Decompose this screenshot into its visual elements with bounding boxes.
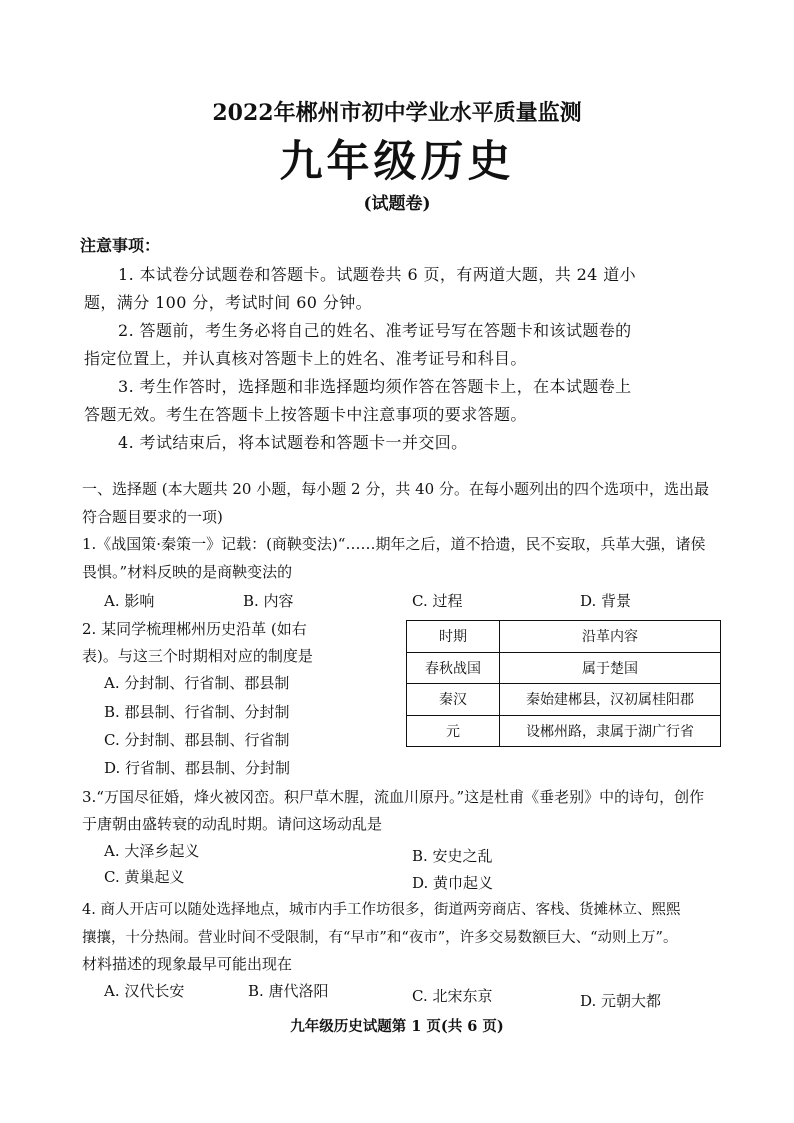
- notice-heading: 注意事项：: [80, 236, 161, 255]
- notice-line: 1. 本试卷分试题卷和答题卡。试题卷共 6 页，有两道大题，共 24 道小: [118, 265, 637, 284]
- table-header-cell: 沿革内容: [500, 621, 721, 653]
- exam-title: 2022年郴州市初中学业水平质量监测: [212, 100, 582, 126]
- table-cell: 元: [407, 715, 500, 747]
- subject-title: 九年级历史: [279, 137, 515, 187]
- question-2-option-a: A. 分封制、行省制、郡县制: [104, 674, 290, 692]
- table-row: [407, 652, 721, 684]
- paper-type: (试题卷): [363, 194, 431, 214]
- question-1-stem: 1.《战国策·秦策一》记载：(商鞅变法)“……期年之后，道不拾遗，民不妄取，兵革大强，诸侯: [82, 535, 706, 553]
- page-footer: 九年级历史试题第 1 页(共 6 页): [290, 1018, 504, 1035]
- question-3-option-b: B. 安史之乱: [412, 847, 493, 865]
- notice-line: 答题无效。考生在答题卡上按答题卡中注意事项的要求答题。: [84, 405, 527, 424]
- question-2-option-d: D. 行省制、郡县制、分封制: [104, 759, 291, 777]
- notice-line: 指定位置上，并认真核对答题卡上的姓名、准考证号和科目。: [84, 349, 527, 368]
- notice-line: 4. 考试结束后，将本试题卷和答题卡一并交回。: [118, 433, 468, 452]
- table-cell: 属于楚国: [500, 652, 721, 684]
- question-4-option-b: B. 唐代洛阳: [248, 982, 329, 1000]
- table-row: [407, 684, 721, 716]
- section-heading: 一、选择题 (本大题共 20 小题，每小题 2 分，共 40 分。在每小题列出的四个选项中，选出最: [82, 480, 709, 498]
- question-3-option-d: D. 黄巾起义: [412, 874, 494, 892]
- section-heading-cont: 符合题目要求的一项): [82, 508, 223, 526]
- table-header-row: [407, 621, 721, 653]
- table-cell: 春秋战国: [407, 652, 500, 684]
- question-4-option-c: C. 北宋东京: [412, 987, 493, 1005]
- question-2-option-b: B. 郡县制、行省制、分封制: [104, 703, 290, 721]
- question-4-stem: 4. 商人开店可以随处选择地点，城市内手工作坊很多，街道两旁商店、客栈、货摊林立、熙熙: [82, 902, 681, 918]
- question-2-stem-cont: 表)。与这三个时期相对应的制度是: [82, 647, 313, 665]
- question-3-stem: 3.“万国尽征婚，烽火被冈峦。积尸草木腥，流血川原丹。”这是杜甫《垂老别》中的诗句，创作: [82, 788, 705, 806]
- question-2-option-c: C. 分封制、郡县制、行省制: [104, 731, 290, 749]
- table-cell: 设郴州路，隶属于湖广行省: [500, 715, 721, 747]
- question-1-option-b: B. 内容: [243, 592, 294, 610]
- history-evolution-table: [406, 620, 721, 747]
- question-4-option-a: A. 汉代长安: [104, 982, 185, 1000]
- question-1-option-c: C. 过程: [412, 592, 463, 610]
- question-2-stem: 2. 某同学梳理郴州历史沿革 (如右: [82, 620, 307, 638]
- question-4-option-d: D. 元朝大都: [580, 992, 662, 1010]
- table-cell: 秦始建郴县，汉初属桂阳郡: [500, 684, 721, 716]
- question-3-stem-cont: 于唐朝由盛转衰的动乱时期。请问这场动乱是: [82, 815, 383, 833]
- question-1-stem-cont: 畏惧。”材料反映的是商鞅变法的: [82, 563, 293, 581]
- notice-line: 3. 考生作答时，选择题和非选择题均须作答在答题卡上，在本试题卷上: [118, 377, 632, 396]
- question-3-option-a: A. 大泽乡起义: [104, 842, 200, 860]
- notice-line: 题，满分 100 分，考试时间 60 分钟。: [84, 293, 373, 312]
- notice-line: 2. 答题前，考生务必将自己的姓名、准考证号写在答题卡和该试题卷的: [118, 321, 632, 340]
- question-3-option-c: C. 黄巢起义: [104, 868, 185, 886]
- table-header-cell: 时期: [407, 621, 500, 653]
- question-4-stem-cont: 攘攘，十分热闹。营业时间不受限制，有“早市”和“夜市”，许多交易数额巨大、“动则上万”。: [82, 930, 678, 946]
- question-4-stem-cont: 材料描述的现象最早可能出现在: [82, 955, 293, 973]
- question-1-option-a: A. 影响: [104, 592, 155, 610]
- table-row: [407, 715, 721, 747]
- table-cell: 秦汉: [407, 684, 500, 716]
- question-1-option-d: D. 背景: [580, 592, 632, 610]
